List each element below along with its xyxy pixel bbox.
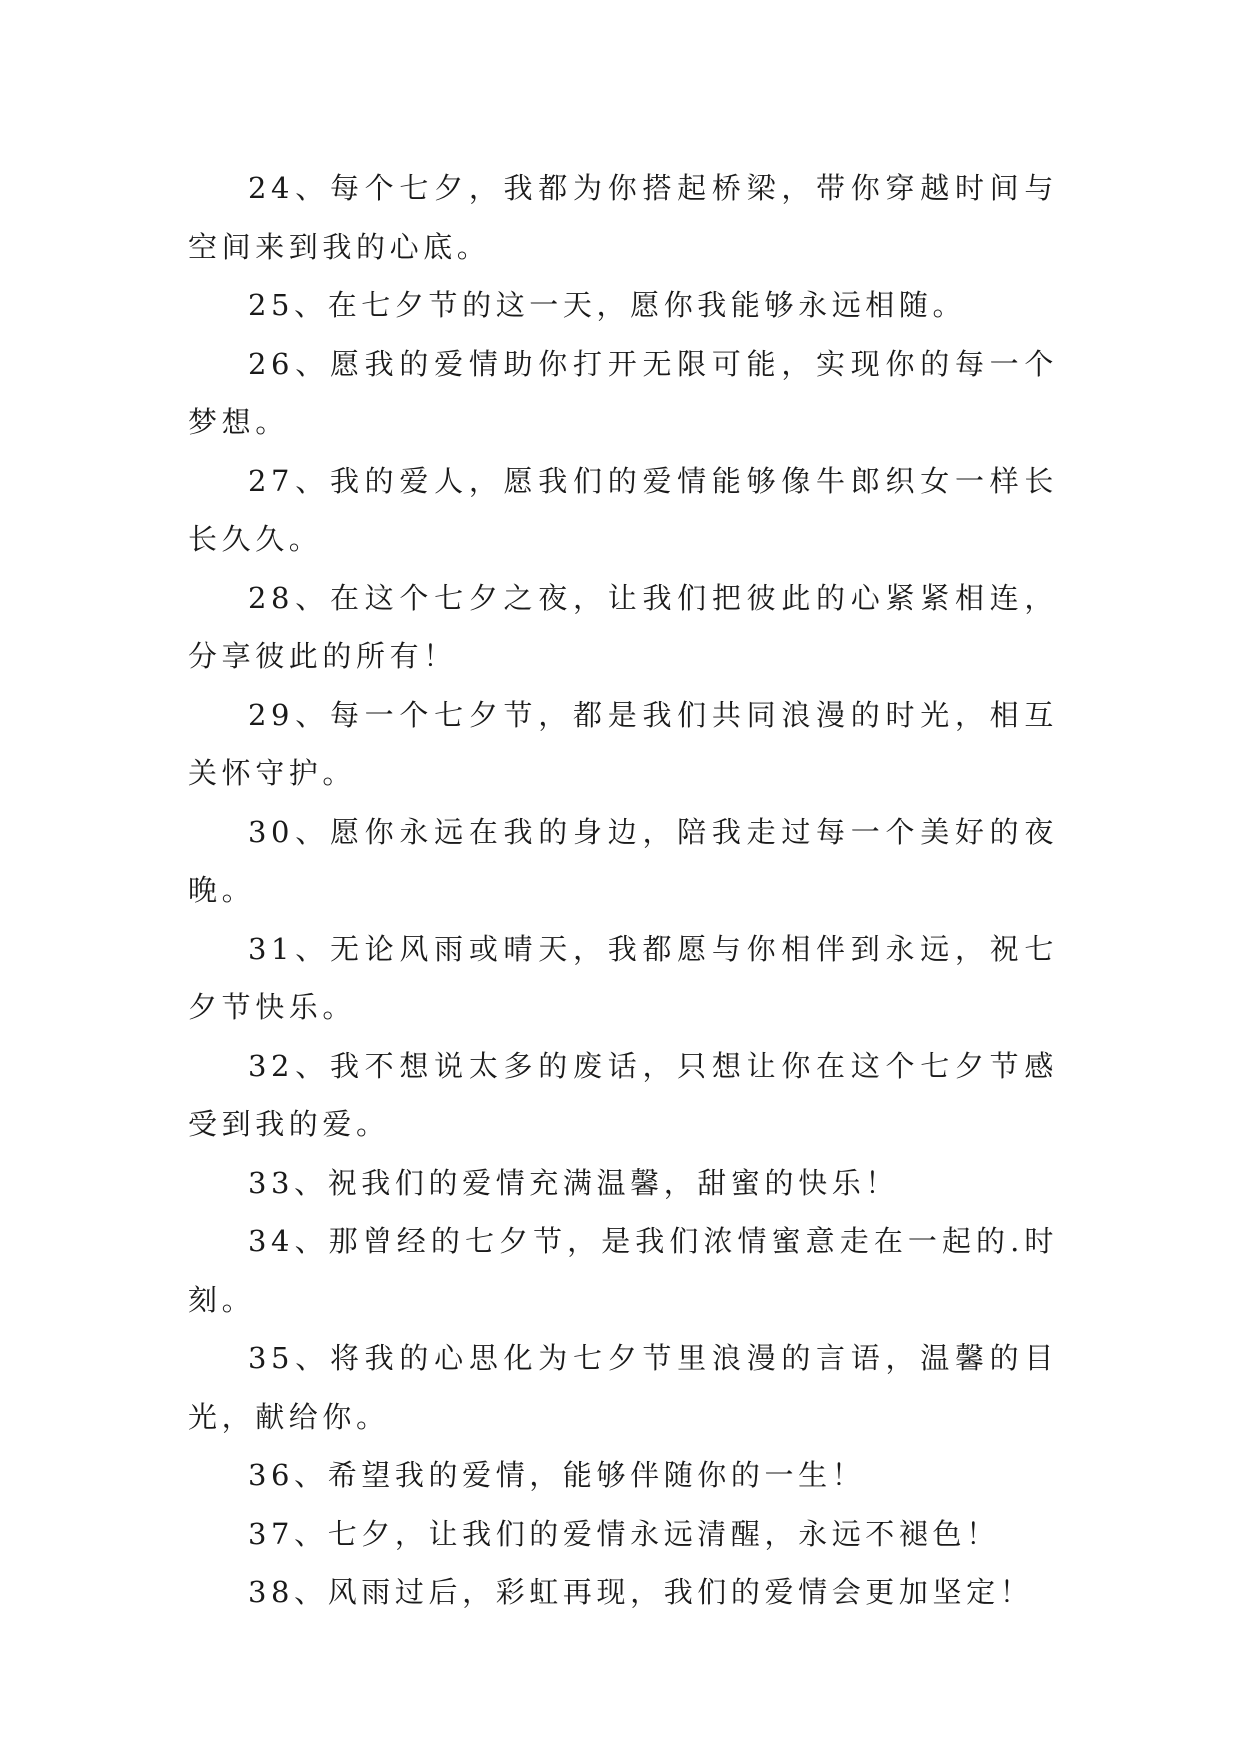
- paragraph-26: 26、愿我的爱情助你打开无限可能，实现你的每一个梦想。: [188, 346, 1058, 439]
- paragraph-27: 27、我的爱人，愿我们的爱情能够像牛郎织女一样长长久久。: [188, 463, 1058, 556]
- paragraph-29: 29、每一个七夕节，都是我们共同浪漫的时光，相互关怀守护。: [188, 697, 1058, 790]
- paragraph-30: 30、愿你永远在我的身边，陪我走过每一个美好的夜晚。: [188, 814, 1058, 907]
- document-body: [188, 159, 1058, 1622]
- paragraph-38: 38、风雨过后，彩虹再现，我们的爱情会更加坚定！: [248, 1575, 1034, 1609]
- paragraph-37: 37、七夕，让我们的爱情永远清醒，永远不褪色！: [248, 1516, 1000, 1551]
- paragraph-33: 33、祝我们的爱情充满温馨，甜蜜的快乐！: [248, 1165, 899, 1200]
- paragraph-36: 36、希望我的爱情，能够伴随你的一生！: [248, 1458, 866, 1492]
- paragraph-34: 34、那曾经的七夕节，是我们浓情蜜意走在一起的.时刻。: [188, 1224, 1058, 1317]
- paragraph-25: 25、在七夕节的这一天，愿你我能够永远相随。: [248, 288, 967, 322]
- paragraph-28: 28、在这个七夕之夜，让我们把彼此的心紧紧相连，分享彼此的所有！: [188, 580, 1058, 673]
- paragraph-32: 32、我不想说太多的废话，只想让你在这个七夕节感受到我的爱。: [188, 1048, 1058, 1141]
- paragraph-24: 24、每个七夕，我都为你搭起桥梁，带你穿越时间与空间来到我的心底。: [188, 171, 1058, 264]
- paragraph-35: 35、将我的心思化为七夕节里浪漫的言语，温馨的目光，献给你。: [188, 1341, 1058, 1434]
- paragraph-31: 31、无论风雨或晴天，我都愿与你相伴到永远，祝七夕节快乐。: [188, 931, 1058, 1024]
